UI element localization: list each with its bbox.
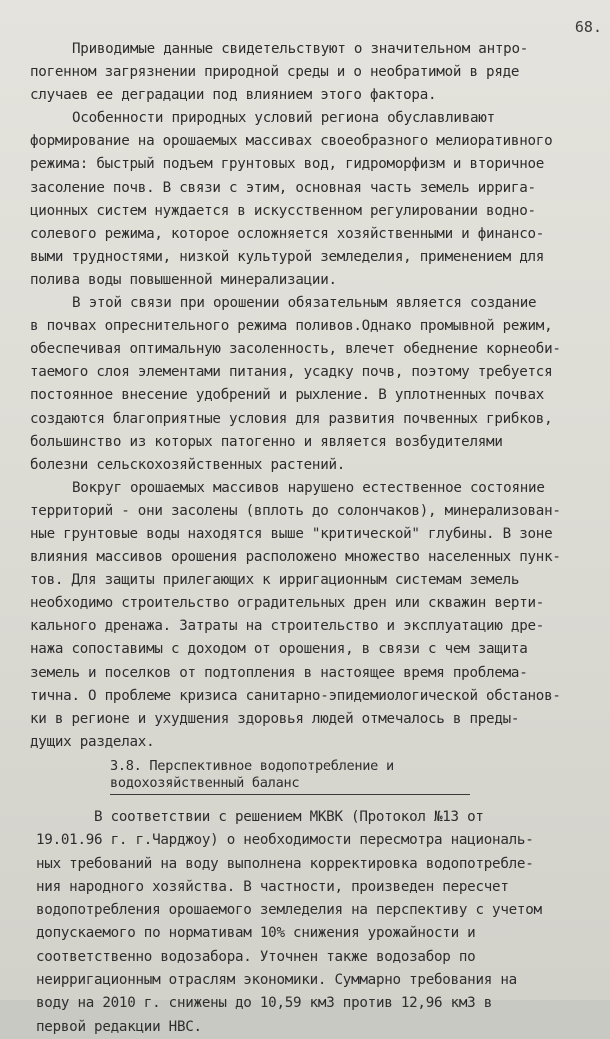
text-line: допускаемого по нормативам 10% снижения урожайности и — [36, 925, 476, 942]
text-line: соответственно водозабора. Уточнен также водозабор по — [36, 948, 476, 965]
text-line: солевого режима, которое осложняется хозяйственными и финансо- — [30, 225, 545, 242]
text-line: территорий - они засолены (вплоть до солончаков), минерализован- — [30, 502, 561, 519]
text-line: влияния массивов орошения расположено множество населенных пунк- — [30, 549, 561, 566]
heading-underline — [110, 794, 470, 795]
text-line: болезни сельскохозяйственных растений. — [30, 456, 346, 473]
text-line: полива воды повышенной минерализации. — [30, 271, 337, 288]
text-line: ные грунтовые воды находятся выше "критической" глубины. В зоне — [30, 525, 553, 542]
section-heading-line-2: водохозяйственный баланс — [110, 774, 300, 791]
text-line: первой редакции НВС. — [36, 1018, 202, 1035]
text-line: случаев ее деградации под влиянием этого фактора. — [30, 87, 437, 104]
text-line: ционных систем нуждается в искусственном регулировании водно- — [30, 202, 536, 219]
text-line: воду на 2010 г. снижены до 10,59 км3 против 12,96 км3 в — [36, 995, 493, 1012]
text-line: водопотребления орошаемого земледелия на перспективу с учетом — [36, 902, 542, 919]
text-line: постоянное внесение удобрений и рыхление. В уплотненных почвах — [30, 387, 545, 404]
text-section-water-balance — [0, 806, 610, 1039]
text-line: режима: быстрый подъем грунтовых вод, гидроморфизм и вторичное — [30, 156, 545, 173]
text-line: тична. О проблеме кризиса санитарно-эпидемиологической обстанов- — [30, 687, 561, 704]
text-line: таемого слоя элементами питания, усадку почв, поэтому требуется — [30, 364, 553, 381]
text-line: В этой связи при орошении обязательным является создание — [72, 295, 537, 312]
text-line: создаются благоприятные условия для развития почвенных грибков, — [30, 410, 553, 427]
text-line: тов. Для защиты прилегающих к ирригационным системам земель — [30, 572, 520, 589]
text-line: Приводимые данные свидетельствуют о значительном антро- — [72, 41, 529, 57]
text-line: погенном загрязнении природной среды и о необратимой в ряде — [30, 64, 520, 81]
text-line: ки в регионе и ухудшения здоровья людей отмечалось в преды- — [30, 710, 520, 727]
text-line: обеспечивая оптимальную засоленность, влечет обеднение корнеоби- — [30, 341, 561, 358]
text-line: засоление почв. В связи с этим, основная часть земель иррига- — [30, 179, 536, 196]
text-line: кального дренажа. Затраты на строительство и эксплуатацию дре- — [30, 618, 545, 635]
section-heading — [0, 758, 610, 800]
text-line: выми трудностями, низкой культурой земледелия, применением для — [30, 248, 545, 265]
text-line: большинство из которых патогенно и является возбудителями — [30, 433, 503, 450]
text-line: 19.01.96 г. г.Чарджоу) о необходимости пересмотра националь- — [36, 832, 534, 849]
text-line: ния народного хозяйства. В частности, произведен пересчет — [36, 878, 509, 895]
page-number: 68. — [574, 18, 602, 36]
text-line: земель и поселков от подтопления в настоящее время проблема- — [30, 664, 528, 681]
text-line: в почвах опреснительного режима поливов.Однако промывной режим, — [30, 318, 553, 335]
text-line: нажа сопоставимы с доходом от орошения, в связи с чем защита — [30, 641, 528, 658]
text-line: ных требований на воду выполнена корректировка водопотребле- — [36, 855, 534, 872]
section-heading-line-1: 3.8. Перспективное водопотребление и — [110, 757, 394, 774]
text-line: необходимо строительство оградительных дрен или скважин верти- — [30, 595, 545, 612]
document-body — [0, 38, 610, 1039]
text-line: В соответствии с решением МКВК (Протокол №13 от — [94, 808, 484, 825]
text-line: Вокруг орошаемых массивов нарушено естественное состояние — [72, 479, 545, 496]
text-section-intro — [0, 38, 610, 754]
text-line: Особенности природных условий региона обуславливают — [72, 110, 495, 127]
text-line: неирригационным отраслям экономики. Суммарно требования на — [36, 971, 517, 988]
text-line: формирование на орошаемых массивах своеобразного мелиоративного — [30, 133, 553, 150]
text-line: дущих разделах. — [30, 733, 155, 750]
